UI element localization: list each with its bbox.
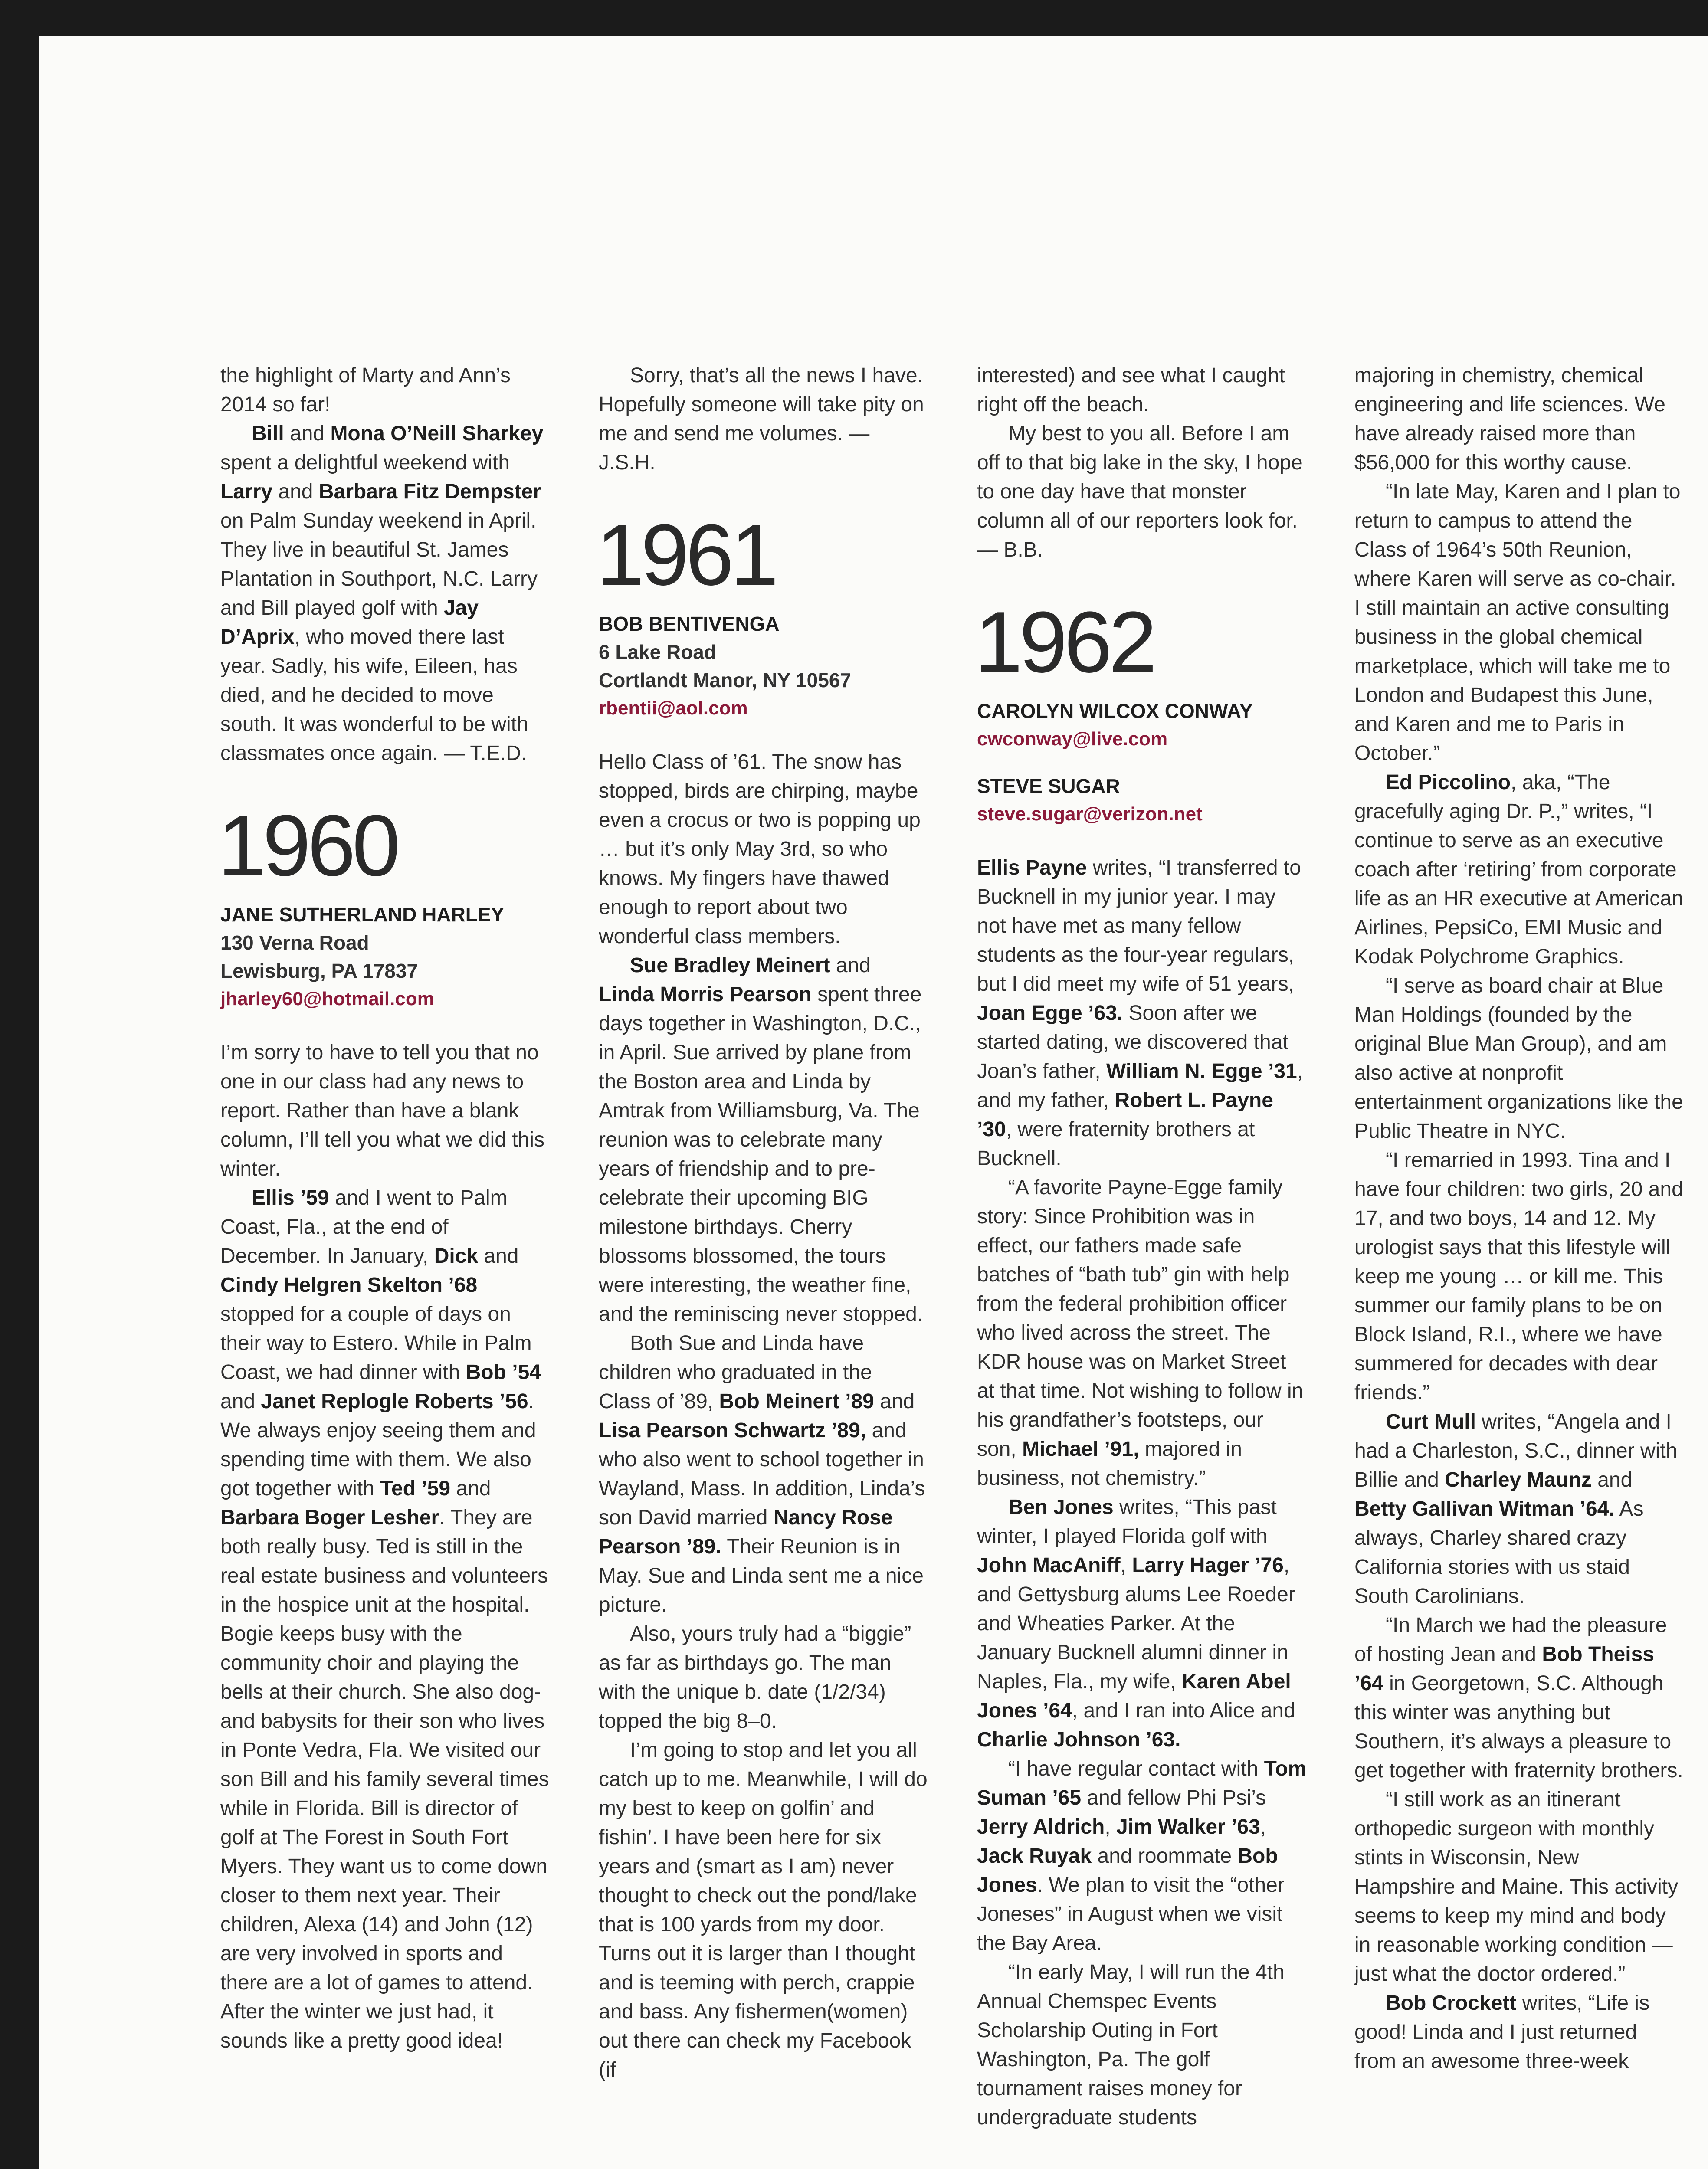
correspondent-address: 6 Lake Road — [599, 641, 716, 663]
text-run: and — [220, 1390, 261, 1413]
text-run: , — [1260, 1815, 1266, 1838]
text-run: . We plan to visit the “other Joneses” in August when we visit the Bay Area. — [977, 1874, 1285, 1955]
text-run: and — [830, 954, 871, 977]
paragraph: Hello Class of ’61. The snow has stopped, birds are chirping, maybe even a crocus or two is popping up … but it’s only May 3rd, so who knows. My fingers have thawed enough to report about two wonderful class members. — [599, 750, 921, 948]
name-highlight: Barbara Fitz Dempster — [318, 480, 541, 503]
paragraph — [599, 1329, 928, 1619]
text-run: and fellow Phi Psi’s — [1081, 1786, 1266, 1809]
paragraph: I’m going to stop and let you all catch up to me. Meanwhile, I will do my best to keep on golfin’ and fishin’. I have been here for six years and (smart as I am) never thought to check out the pond/lake that is 100 yards from my door. Turns out it is larger than I thought and is teeming with perch, crappie and bass. Any fishermen(women) out there can check my Facebook (if — [599, 1739, 928, 2081]
name-highlight: Bob Jones — [977, 1845, 1278, 1897]
class-year-heading: 1961 — [596, 507, 775, 603]
class-correspondent-1962-b — [977, 772, 1307, 828]
paragraph — [1354, 768, 1684, 971]
name-highlight: Ellis Payne — [977, 856, 1087, 879]
name-highlight: Bill — [252, 422, 284, 445]
name-highlight: Janet Replogle Roberts ’56 — [261, 1390, 528, 1413]
text-run: , — [1105, 1815, 1117, 1838]
column-3 — [974, 361, 1307, 2132]
name-highlight: Michael ’91, — [1022, 1438, 1139, 1461]
text-run: on Palm Sunday weekend in April. They live in beautiful St. James Plantation in Southport, N.C. Larry and Bill played golf with — [220, 509, 538, 619]
correspondent-email[interactable]: steve.sugar@verizon.net — [977, 803, 1203, 825]
text-run: , aka, “The gracefully aging Dr. P.,” writes, “I continue to serve as an executive coach after ‘retiring’ from corporate life as an HR executive at American Airlines, PepsiCo, EMI Music and Kodak Polychrome Graphics. — [1354, 771, 1683, 968]
text-run: . We always enjoy seeing them and spending time with them. We also got together with — [220, 1390, 536, 1500]
text-run: Both Sue and Linda have children who graduated in the Class of ’89, — [599, 1332, 872, 1413]
paragraph — [977, 1173, 1307, 1493]
column-1 — [220, 361, 550, 2055]
name-highlight: Jerry Aldrich — [977, 1815, 1105, 1838]
text-run: . They are both really busy. Ted is still in the real estate business and volunteers in the hospice unit at the hospital. Bogie keeps busy with the community choir and playing the bells at their church. She also dog- and babysits for their son who lives in Ponte Vedra, Fla. We visited our son Bill and his family several times while in Florida. Bill is director of golf at The Forest in South Fort Myers. They want us to come down closer to them next year. Their children, Alexa (14) and John (12) are very involved in sports and there are a lot of games to attend. After the winter we just had, it sounds like a pretty good idea! — [220, 1506, 549, 2052]
class-correspondent-1962-a — [977, 697, 1307, 753]
text-run: , and I ran into Alice and — [1072, 1699, 1295, 1722]
text-run: , and my father, — [977, 1060, 1303, 1112]
text-run: and — [284, 422, 331, 445]
name-highlight: Lisa Pearson Schwartz ’89, — [599, 1419, 866, 1442]
paragraph: I’m sorry to have to tell you that no one in our class had any news to report. Rather than have a blank column, I’ll tell you what we did this winter. — [220, 1041, 544, 1180]
correspondent-email[interactable]: rbentii@aol.com — [599, 698, 748, 719]
text-run: spent three days together in Washington, D.C., in April. Sue arrived by plane from the Boston area and Linda by Amtrak from Williamsburg, Va. The reunion was to celebrate many years of friendship and to pre-celebrate their upcoming BIG milestone birthdays. Cherry blossoms blossomed, the tours were interesting, the weather fine, and the reminiscing never stopped. — [599, 983, 923, 1326]
name-highlight: Charley Maunz — [1445, 1468, 1592, 1491]
paragraph — [1354, 1611, 1684, 1785]
text-run: and who also went to school together in Wayland, Mass. In addition, Linda’s son David married — [599, 1419, 925, 1529]
paragraph — [977, 853, 1307, 1173]
name-highlight: Bob ’54 — [466, 1361, 541, 1384]
name-highlight: Larry — [220, 480, 273, 503]
name-highlight: Robert L. Payne ’30 — [977, 1089, 1273, 1141]
text-run: in Georgetown, S.C. Although this winter was anything but Southern, it’s always a pleasure to get together with fraternity brothers. — [1354, 1672, 1683, 1782]
name-highlight: Bob Meinert ’89 — [719, 1390, 874, 1413]
name-highlight: Cindy Helgren Skelton ’68 — [220, 1274, 478, 1297]
name-highlight: Ed Piccolino — [1386, 771, 1511, 794]
name-highlight: Jay D’Aprix — [220, 596, 479, 649]
paragraph: “I serve as board chair at Blue Man Holdings (founded by the original Blue Man Group), and am also active at nonprofit entertainment organizations like the Public Theatre in NYC. — [1354, 974, 1683, 1143]
correspondent-name: JANE SUTHERLAND HARLEY — [220, 903, 505, 926]
name-highlight: William N. Egge ’31 — [1106, 1060, 1297, 1083]
text-run: , — [1120, 1554, 1132, 1577]
name-highlight: Bob Theiss ’64 — [1354, 1643, 1655, 1695]
paragraph — [1354, 1989, 1684, 2076]
paragraph: “In late May, Karen and I plan to return to campus to attend the Class of 1964’s 50th Reunion, where Karen will serve as co-chair. I still maintain an active consulting business in the global chemical marketplace, which will take me to London and Budapest this June, and Karen and me to Paris in October.” — [1354, 480, 1681, 765]
name-highlight: Larry Hager ’76 — [1132, 1554, 1284, 1577]
name-highlight: Ben Jones — [1008, 1496, 1114, 1519]
text-run: and I went to Palm Coast, Fla., at the end of December. In January, — [220, 1186, 508, 1268]
paragraph: interested) and see what I caught right off the beach. — [977, 364, 1285, 416]
name-highlight: Mona O’Neill Sharkey — [330, 422, 544, 445]
name-highlight: Bob Crockett — [1386, 1992, 1517, 2015]
class-year-heading: 1962 — [974, 594, 1154, 691]
text-run: stopped for a couple of days on their way to Estero. While in Palm Coast, we had dinner with — [220, 1303, 532, 1384]
correspondent-name: BOB BENTIVENGA — [599, 613, 780, 635]
name-highlight: Curt Mull — [1386, 1410, 1476, 1433]
magazine-page — [39, 36, 1708, 2169]
text-run: As always, Charley shared crazy California stories with us staid South Carolinians. — [1354, 1497, 1644, 1608]
text-run: , and Gettysburg alums Lee Roeder and Wheaties Parker. At the January Bucknell alumni dinner in Naples, Fla., my wife, — [977, 1554, 1295, 1693]
text-run: writes, “Angela and I had a Charleston, S.C., dinner with Billie and — [1354, 1410, 1678, 1491]
paragraph: “In early May, I will run the 4th Annual Chemspec Events Scholarship Outing in Fort Washington, Pa. The golf tournament raises money for undergraduate students — [977, 1961, 1285, 2129]
text-run: writes, “Life is good! Linda and I just returned from an awesome three-week — [1354, 1992, 1650, 2073]
class-year-heading: 1960 — [218, 797, 397, 894]
text-run: majored in business, not chemistry.” — [977, 1438, 1242, 1490]
text-run: writes, “This past winter, I played Florida golf with — [977, 1496, 1277, 1548]
name-highlight: Dick — [434, 1245, 479, 1268]
text-run: , were fraternity brothers at Bucknell. — [977, 1118, 1255, 1170]
name-highlight: Linda Morris Pearson — [599, 983, 812, 1006]
paragraph — [220, 1183, 550, 2055]
paragraph — [1354, 1407, 1684, 1611]
text-run: spent a delightful weekend with — [220, 451, 510, 474]
text-run: and — [478, 1245, 519, 1268]
name-highlight: Ted ’59 — [380, 1477, 451, 1500]
text-run: and — [450, 1477, 491, 1500]
name-highlight: Charlie Johnson ’63. — [977, 1728, 1181, 1751]
correspondent-address: 130 Verna Road — [220, 931, 369, 954]
correspondent-city: Cortlandt Manor, NY 10567 — [599, 669, 851, 691]
paragraph: “I still work as an itinerant orthopedic surgeon with monthly stints in Wisconsin, New Hampshire and Maine. This activity seems to keep my mind and body in reasonable working condition — just what the doctor ordered.” — [1354, 1788, 1678, 1986]
name-highlight: Nancy Rose Pearson ’89. — [599, 1506, 893, 1558]
text-run: and — [272, 480, 319, 503]
text-run: writes, “I transferred to Bucknell in my junior year. I may not have met as many fellow students as the four-year regulars, but I did meet my wife of 51 years, — [977, 856, 1301, 996]
class-correspondent-1960 — [220, 901, 550, 1013]
name-highlight: Joan Egge ’63. — [977, 1002, 1123, 1025]
correspondent-name: CAROLYN WILCOX CONWAY — [977, 700, 1253, 722]
column-4 — [1354, 361, 1684, 2076]
correspondent-city: Lewisburg, PA 17837 — [220, 960, 418, 982]
name-highlight: Ellis ’59 — [252, 1186, 329, 1209]
column-2 — [596, 361, 928, 2084]
name-highlight: Jim Walker ’63 — [1116, 1815, 1260, 1838]
paragraph — [977, 1493, 1307, 1754]
paragraph — [220, 419, 550, 768]
name-highlight: Karen Abel Jones ’64 — [977, 1670, 1291, 1722]
correspondent-email[interactable]: cwconway@live.com — [977, 728, 1168, 750]
text-run: and — [1591, 1468, 1633, 1491]
text-run: “In March we had the pleasure of hosting Jean and — [1354, 1614, 1667, 1666]
paragraph: Sorry, that’s all the news I have. Hopefully someone will take pity on me and send me volumes. — J.S.H. — [599, 364, 924, 474]
paragraph: Also, yours truly had a “biggie” as far as birthdays go. The man with the unique b. date (1/2/34) topped the big 8–0. — [599, 1622, 911, 1733]
correspondent-email[interactable]: jharley60@hotmail.com — [220, 988, 434, 1009]
paragraph: “I remarried in 1993. Tina and I have four children: two girls, 20 and 17, and two boys, 14 and 12. My urologist says that this lifestyle will keep me young … or kill me. This summer our family plans to be on Block Island, R.I., where we have summered for decades with dear friends.” — [1354, 1149, 1683, 1404]
name-highlight: John MacAniff — [977, 1554, 1121, 1577]
class-correspondent-1961 — [599, 610, 928, 722]
text-run: and roommate — [1092, 1845, 1238, 1868]
text-run: “I have regular contact with — [1008, 1757, 1264, 1780]
text-run: Their Reunion is in May. Sue and Linda sent me a nice picture. — [599, 1535, 924, 1616]
name-highlight: Sue Bradley Meinert — [630, 954, 830, 977]
name-highlight: Betty Gallivan Witman ’64. — [1354, 1497, 1615, 1520]
text-run: Soon after we started dating, we discovered that Joan’s father, — [977, 1002, 1288, 1083]
paragraph — [977, 1754, 1307, 1958]
text-run: , who moved there last year. Sadly, his wife, Eileen, has died, and he decided to move south. It was wonderful to be with classmates once again. — T.E.D. — [220, 626, 528, 765]
paragraph — [599, 951, 928, 1329]
name-highlight: Jack Ruyak — [977, 1845, 1092, 1868]
paragraph: majoring in chemistry, chemical engineering and life sciences. We have already raised more than $56,000 for this worthy cause. — [1354, 364, 1665, 474]
text-run: “A favorite Payne-Egge family story: Since Prohibition was in effect, our fathers made safe batches of “bath tub” gin with help from the federal prohibition officer who lived across the street. The KDR house was on Market Street at that time. Not wishing to follow in his grandfather’s footsteps, our son, — [977, 1176, 1304, 1461]
text-run: and — [874, 1390, 915, 1413]
name-highlight: Tom Suman ’65 — [977, 1757, 1307, 1809]
correspondent-name: STEVE SUGAR — [977, 775, 1120, 797]
paragraph: the highlight of Marty and Ann’s 2014 so far! — [220, 364, 511, 416]
name-highlight: Barbara Boger Lesher — [220, 1506, 439, 1529]
paragraph: My best to you all. Before I am off to that big lake in the sky, I hope to one day have that monster column all of our reporters look for. — B.B. — [977, 422, 1303, 561]
